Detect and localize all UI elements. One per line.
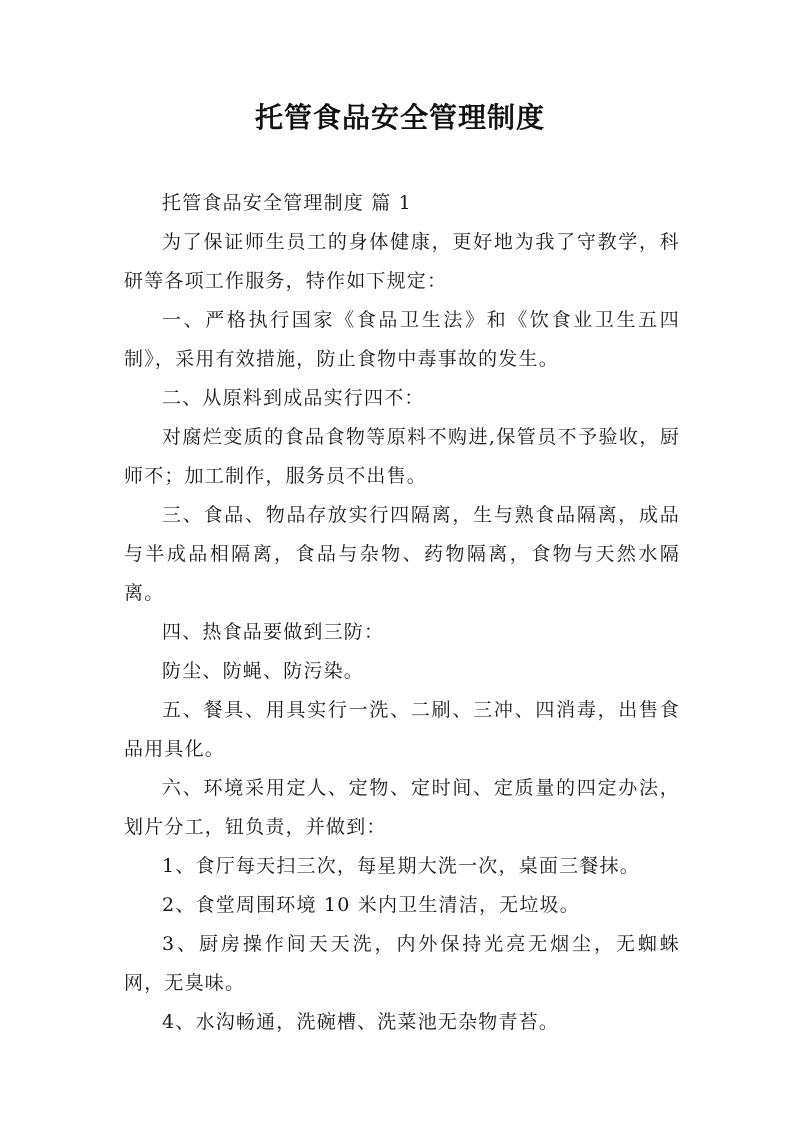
list-item: 1、食厅每天扫三次，每星期大洗一次，桌面三餐抹。 bbox=[162, 855, 640, 877]
paragraph: 一、严格执行国家《食品卫生法》和《饮食业卫生五四制》，采用有效措施，防止食物中毒事故的发生。 bbox=[124, 309, 680, 370]
paragraph: 三、食品、物品存放实行四隔离，生与熟食品隔离，成品与半成品相隔离，食品与杂物、药物隔离，食物与天然水隔离。 bbox=[124, 504, 680, 604]
paragraph: 二、从原料到成品实行四不： bbox=[162, 387, 425, 409]
document-title: 托管食品安全管理制度 bbox=[254, 101, 545, 134]
paragraph: 五、餐具、用具实行一洗、二刷、三冲、四消毒，出售食品用具化。 bbox=[124, 699, 680, 760]
paragraph: 六、环境采用定人、定物、定时间、定质量的四定办法，划片分工，钮负责，并做到： bbox=[124, 777, 680, 838]
document-body bbox=[124, 184, 680, 1042]
paragraph: 为了保证师生员工的身体健康，更好地为我了守教学，科研等各项工作服务，特作如下规定： bbox=[124, 231, 680, 292]
list-item: 4、水沟畅通，洗碗槽、洗菜池无杂物青苔。 bbox=[162, 1011, 560, 1033]
section-heading: 托管食品安全管理制度 篇 1 bbox=[162, 192, 412, 214]
paragraph: 防尘、防蝇、防污染。 bbox=[162, 660, 365, 682]
list-item: 2、食堂周围环境 10 米内卫生清洁，无垃圾。 bbox=[162, 894, 580, 916]
paragraph: 四、热食品要做到三防： bbox=[162, 621, 385, 643]
list-item: 3、厨房操作间天天洗，内外保持光亮无烟尘，无蜘蛛网，无臭味。 bbox=[124, 933, 680, 994]
paragraph: 对腐烂变质的食品食物等原料不购进,保管员不予验收，厨师不；加工制作，服务员不出售。 bbox=[124, 426, 680, 487]
